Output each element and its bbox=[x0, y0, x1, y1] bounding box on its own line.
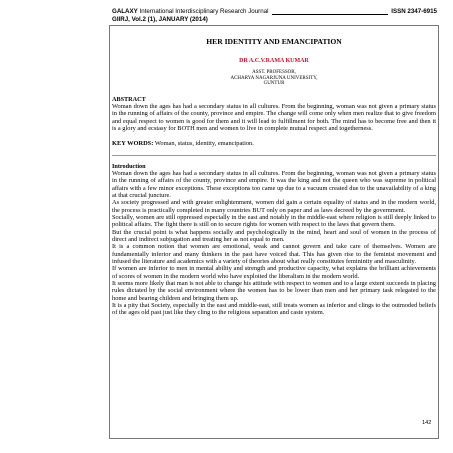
journal-name-bold: GALAXY bbox=[112, 8, 138, 15]
affiliation-line: ASST. PROFESSOR, bbox=[252, 70, 296, 75]
journal-name: International Interdisciplinary Research Journal bbox=[139, 8, 269, 15]
journal-header bbox=[112, 8, 437, 24]
journal-header-line bbox=[112, 8, 437, 16]
intro-paragraph: As society progressed and with greater enlightenment, women did gain a certain equality of status and in the modern world, the process is practically completed in many countries BUT only on paper and as laws decreed by the government. bbox=[112, 199, 436, 214]
intro-paragraph: Woman down the ages has had a secondary status in all cultures. From the beginning, woman was not given a primary status in the running of affairs of the county, province and empire. It was the king and not the queen who was supreme in political affairs with a few minor exceptions. These exceptions too came up due to a vacuum created due to the unavailability of a king at that crucial juncture. bbox=[112, 169, 436, 199]
section-divider bbox=[112, 155, 436, 156]
header-rule bbox=[272, 14, 389, 15]
affiliation-line: GUNTUR bbox=[263, 81, 285, 87]
affiliation-line: ACHARYA NAGARJUNA UNIVERSITY, bbox=[230, 75, 318, 81]
intro-paragraph: But the crucial point is what happens socially and psychologically in the mind, heart and soul of women in the process of direct and indirect subjugation and treating her as not equal to men. bbox=[112, 228, 436, 243]
journal-volume: GIIRJ, Vol.2 (1), JANUARY (2014) bbox=[112, 16, 208, 23]
article-content bbox=[112, 37, 436, 317]
keywords-text: Woman, status, identity, emancipation. bbox=[154, 140, 254, 148]
article-title: HER IDENTITY AND EMANCIPATION bbox=[206, 37, 342, 46]
intro-paragraph: It is a pity that Society, especially in the east and middle-east, still treats women as inferior and clings to the outmoded beliefs of the ages old past just like they cling to the religious separation and caste system. bbox=[112, 302, 436, 317]
abstract-heading: ABSTRACT bbox=[112, 95, 146, 103]
intro-heading: Introduction bbox=[112, 162, 146, 170]
article-author: DR A.C.V.RAMA KUMAR bbox=[239, 58, 309, 64]
keywords-label: KEY WORDS: bbox=[112, 140, 154, 148]
intro-paragraph: If women are inferior to men in mental ability and strength and productive capacity, what explains the brilliant achievements of scores of women in the modern world who have exploited the liberalism in the modern world. bbox=[112, 265, 436, 280]
intro-paragraph: It seems more likely that man is not able to change his attitude with respect to women and to a large extent succeeds in placing rules dictated by the social environment where the women has to be lower than men and her primary task relegated to the home and bearing children and bringing them up. bbox=[112, 280, 436, 302]
journal-issn: ISSN 2347-6915 bbox=[391, 8, 437, 15]
intro-paragraph: Socially, women are still oppressed especially in the east and notably in the middle-east where religion is still deeply linked to political affairs. The fight there is still on to secure rights for women with respect to the laws that govern them. bbox=[112, 213, 436, 229]
page-number: 142 bbox=[422, 420, 432, 426]
abstract-text: Woman down the ages has had a secondary status in all cultures. From the beginning, woman was not given a primary status in the running of affairs of the county, province and empire. The change will come only when men realize that to give freedom and equal respect to women is good for them and it will lead to fulfillment for both. The mind has to become free and then it is a glory and ecstasy for BOTH men and women to live in complete mutual respect and togetherness. bbox=[112, 102, 436, 133]
author-affiliation bbox=[112, 70, 436, 87]
intro-paragraph: It is a common notion that women are emotional, weak and cannot govern and take care of themselves. Women are fundamentally inferior and many thinkers in the past have voiced that. This has given rise to the feminist movement and infused the literature and academics with a variety of theories about what really constitutes femininity and masculinity. bbox=[112, 243, 436, 266]
keywords bbox=[112, 140, 436, 147]
